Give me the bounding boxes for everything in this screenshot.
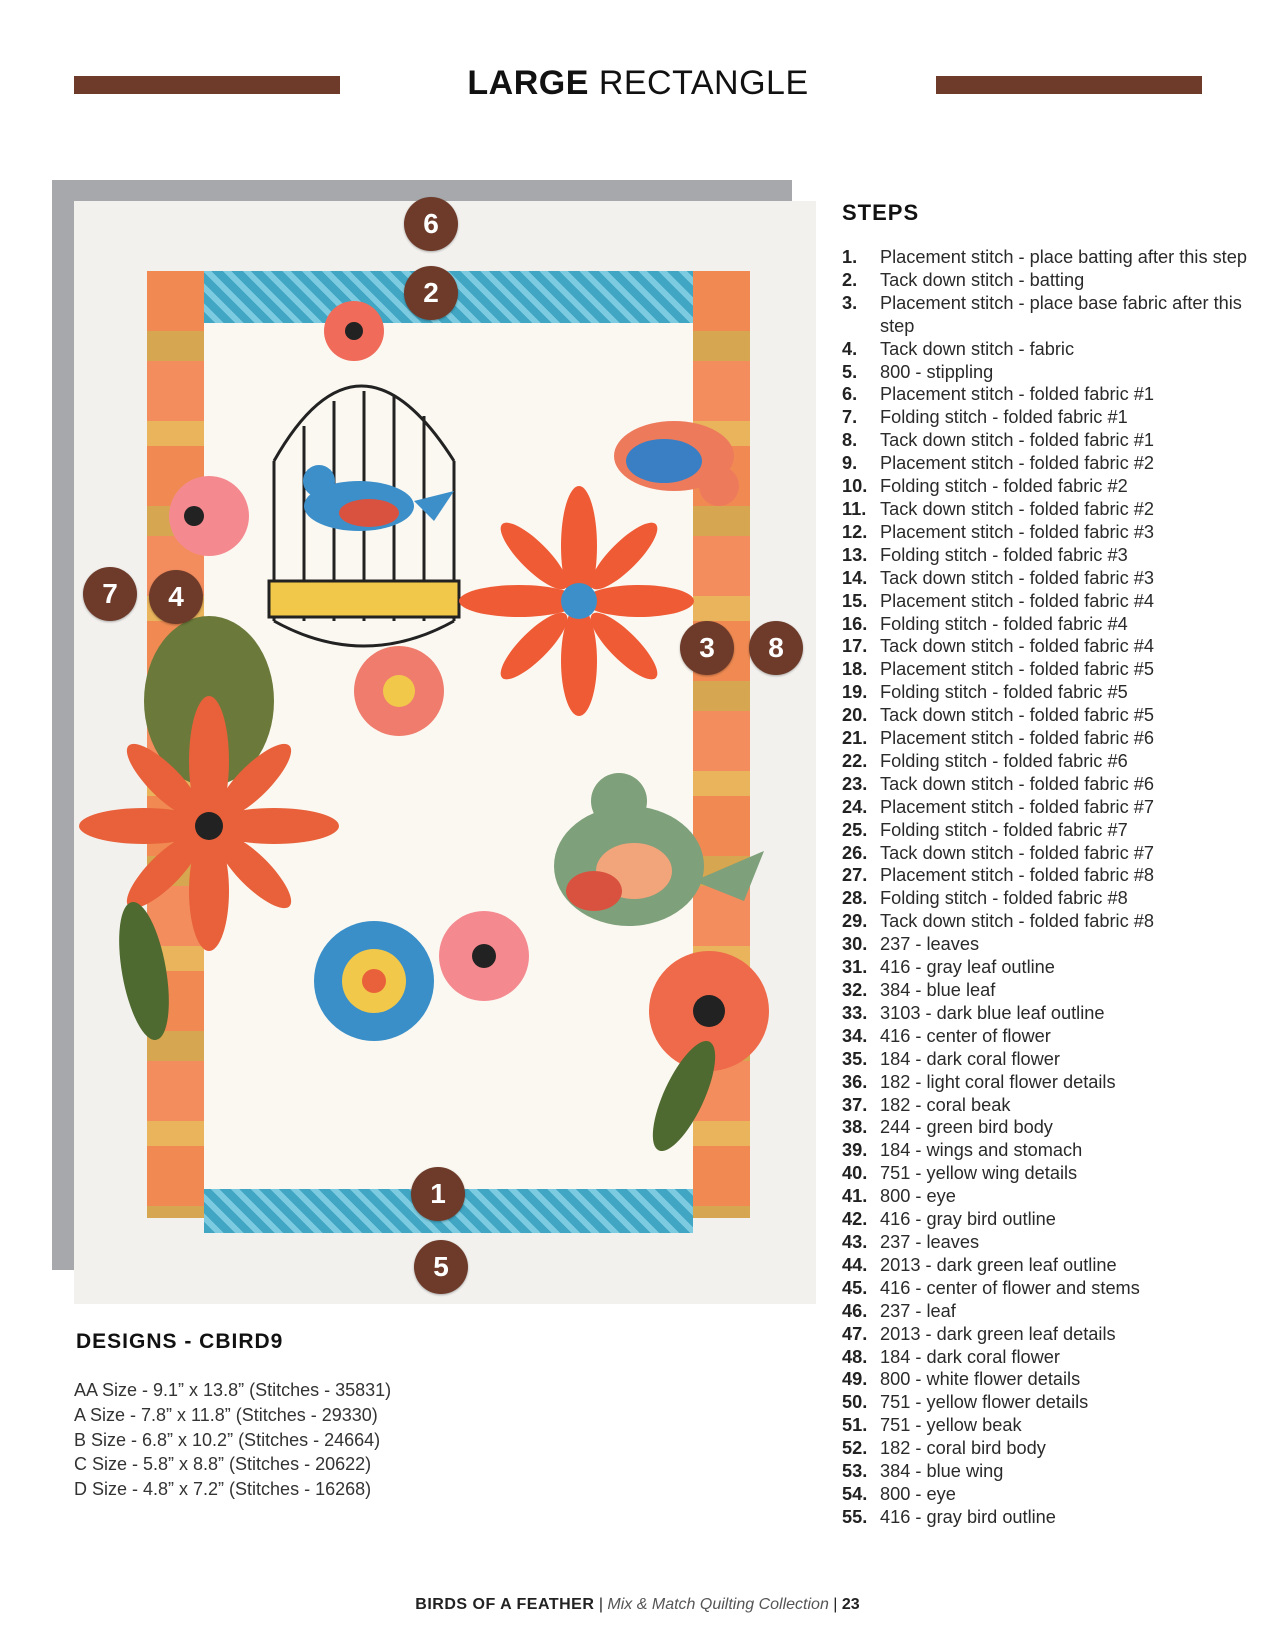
step-item [842, 910, 1262, 933]
step-number: 12. [842, 521, 868, 542]
step-item [842, 933, 1262, 956]
design-size-item: A Size - 7.8” x 11.8” (Stitches - 29330) [74, 1404, 378, 1425]
step-number: 14. [842, 567, 868, 588]
step-text: 237 - leaf [880, 1300, 956, 1321]
embroidery-artwork [74, 201, 816, 1304]
footer-separator: | [828, 1596, 842, 1613]
step-item [842, 406, 1262, 429]
step-item [842, 269, 1262, 292]
step-number: 28. [842, 888, 868, 909]
step-text: Placement stitch - place base fabric after this step [880, 292, 1242, 336]
title-rule-right [936, 76, 1202, 94]
step-text: Placement stitch - folded fabric #5 [880, 659, 1154, 680]
step-number: 48. [842, 1346, 868, 1367]
step-item [842, 1437, 1262, 1460]
steps-list [842, 246, 1262, 1529]
step-number: 43. [842, 1231, 868, 1252]
step-number: 24. [842, 796, 868, 817]
step-item [842, 681, 1262, 704]
step-item [842, 1254, 1262, 1277]
step-text: Placement stitch - folded fabric #6 [880, 728, 1154, 749]
step-text: 3103 - dark blue leaf outline [880, 1002, 1105, 1023]
step-number: 45. [842, 1277, 868, 1298]
design-size-item: AA Size - 9.1” x 13.8” (Stitches - 35831) [74, 1380, 392, 1400]
step-item [842, 1048, 1262, 1071]
step-text: Placement stitch - folded fabric #1 [880, 384, 1154, 405]
step-text: Tack down stitch - folded fabric #1 [880, 430, 1154, 451]
step-text: 184 - wings and stomach [880, 1140, 1083, 1161]
step-text: Folding stitch - folded fabric #7 [880, 819, 1128, 840]
step-text: Folding stitch - folded fabric #1 [880, 407, 1128, 428]
step-text: 237 - leaves [880, 934, 980, 955]
step-item [842, 956, 1262, 979]
step-item [842, 819, 1262, 842]
step-item [842, 613, 1262, 636]
step-text: 2013 - dark green leaf details [880, 1323, 1116, 1344]
step-number: 55. [842, 1506, 868, 1527]
step-text: Placement stitch - place batting after this step [880, 247, 1247, 267]
footer-collection: Mix & Match Quilting Collection [607, 1596, 829, 1613]
footer-brand: BIRDS OF A FEATHER [415, 1596, 595, 1613]
step-item [842, 1185, 1262, 1208]
step-text: 416 - gray bird outline [880, 1506, 1056, 1527]
step-number: 46. [842, 1300, 868, 1321]
step-item [842, 1002, 1262, 1025]
step-number: 51. [842, 1415, 868, 1436]
step-text: 182 - coral beak [880, 1094, 1011, 1115]
callout-badge: 2 [404, 266, 458, 320]
step-item [842, 773, 1262, 796]
step-text: 384 - blue wing [880, 1461, 1004, 1482]
design-size-item: B Size - 6.8” x 10.2” (Stitches - 24664) [74, 1429, 381, 1450]
callout-badge: 1 [411, 1167, 465, 1221]
step-number: 27. [842, 865, 868, 886]
step-text: 800 - eye [880, 1483, 956, 1504]
step-text: 751 - yellow wing details [880, 1163, 1078, 1184]
step-text: Folding stitch - folded fabric #8 [880, 888, 1128, 909]
step-item [842, 1346, 1262, 1369]
step-text: Tack down stitch - batting [880, 269, 1085, 290]
callout-badge: 6 [404, 197, 458, 251]
step-item [842, 796, 1262, 819]
step-text: Tack down stitch - folded fabric #6 [880, 773, 1154, 794]
step-number: 8. [842, 430, 858, 451]
step-item [842, 887, 1262, 910]
green-bird-icon [554, 773, 764, 926]
step-text: 416 - gray leaf outline [880, 957, 1055, 978]
step-item [842, 1368, 1262, 1391]
step-item [842, 475, 1262, 498]
step-number: 20. [842, 705, 868, 726]
step-item [842, 590, 1262, 613]
step-item [842, 1208, 1262, 1231]
step-text: Folding stitch - folded fabric #5 [880, 682, 1128, 703]
step-text: 416 - gray bird outline [880, 1209, 1056, 1230]
step-text: 416 - center of flower [880, 1025, 1051, 1046]
step-number: 49. [842, 1369, 868, 1390]
step-number: 40. [842, 1163, 868, 1184]
step-number: 5. [842, 361, 858, 382]
step-text: Folding stitch - folded fabric #3 [880, 544, 1128, 565]
step-number: 19. [842, 682, 868, 703]
leaf-stem-icon [110, 898, 178, 1044]
orange-flower-icon [79, 696, 339, 951]
step-number: 53. [842, 1461, 868, 1482]
callout-badge: 5 [414, 1240, 468, 1294]
step-item [842, 750, 1262, 773]
footer-separator: | [594, 1596, 608, 1613]
step-text: Placement stitch - folded fabric #4 [880, 590, 1154, 611]
steps-heading: STEPS [842, 200, 920, 225]
step-text: Tack down stitch - folded fabric #3 [880, 567, 1154, 588]
step-number: 35. [842, 1048, 868, 1069]
step-text: 416 - center of flower and stems [880, 1277, 1140, 1298]
step-number: 23. [842, 773, 868, 794]
step-number: 41. [842, 1186, 868, 1207]
coral-bird-icon [614, 421, 739, 506]
step-number: 16. [842, 613, 868, 634]
quilt-photo [74, 201, 816, 1304]
step-text: Folding stitch - folded fabric #6 [880, 750, 1128, 771]
page-footer [0, 1596, 1275, 1614]
step-item [842, 864, 1262, 887]
step-text: 800 - stippling [880, 361, 994, 382]
step-item [842, 727, 1262, 750]
page-title-rest: RECTANGLE [598, 64, 809, 102]
step-item [842, 1483, 1262, 1506]
step-number: 18. [842, 659, 868, 680]
step-item [842, 429, 1262, 452]
step-item [842, 1391, 1262, 1414]
step-item [842, 658, 1262, 681]
step-number: 1. [842, 247, 858, 267]
step-number: 17. [842, 636, 868, 657]
step-item [842, 1414, 1262, 1437]
step-number: 7. [842, 407, 858, 428]
step-item [842, 1300, 1262, 1323]
step-number: 11. [842, 498, 867, 519]
step-number: 15. [842, 590, 868, 611]
design-size-item: D Size - 4.8” x 7.2” (Stitches - 16268) [74, 1479, 372, 1500]
step-number: 52. [842, 1438, 868, 1459]
step-item [842, 1139, 1262, 1162]
step-number: 39. [842, 1140, 868, 1161]
step-item [842, 1071, 1262, 1094]
step-text: Placement stitch - folded fabric #2 [880, 453, 1154, 474]
step-text: 184 - dark coral flower [880, 1346, 1060, 1367]
step-number: 13. [842, 544, 868, 565]
callout-badge: 3 [680, 621, 734, 675]
step-number: 21. [842, 728, 868, 749]
step-item [842, 1323, 1262, 1346]
step-text: 244 - green bird body [880, 1117, 1053, 1138]
step-text: Tack down stitch - fabric [880, 338, 1075, 359]
flower-icon [169, 476, 249, 556]
title-rule-left [74, 76, 340, 94]
step-text: Tack down stitch - folded fabric #7 [880, 842, 1154, 863]
step-number: 37. [842, 1094, 868, 1115]
step-text: Folding stitch - folded fabric #4 [880, 613, 1128, 634]
step-item [842, 1277, 1262, 1300]
step-text: 751 - yellow beak [880, 1415, 1022, 1436]
step-number: 10. [842, 476, 868, 497]
page-title-bold: LARGE [467, 64, 589, 102]
step-text: 182 - coral bird body [880, 1438, 1046, 1459]
step-item [842, 292, 1262, 338]
callout-badge: 7 [83, 567, 137, 621]
step-number: 38. [842, 1117, 868, 1138]
step-text: Folding stitch - folded fabric #2 [880, 476, 1128, 497]
step-number: 44. [842, 1254, 868, 1275]
step-text: Tack down stitch - folded fabric #5 [880, 705, 1154, 726]
callout-badge: 4 [149, 570, 203, 624]
step-text: 2013 - dark green leaf outline [880, 1254, 1117, 1275]
step-item [842, 1025, 1262, 1048]
designs-heading: DESIGNS - CBIRD9 [76, 1330, 284, 1353]
step-number: 22. [842, 750, 868, 771]
step-item [842, 1094, 1262, 1117]
step-item [842, 246, 1262, 269]
step-number: 42. [842, 1209, 868, 1230]
step-number: 31. [842, 957, 868, 978]
step-number: 2. [842, 269, 858, 290]
step-number: 32. [842, 980, 868, 1000]
step-item [842, 452, 1262, 475]
step-number: 25. [842, 819, 868, 840]
step-text: 751 - yellow flower details [880, 1392, 1089, 1413]
step-text: 237 - leaves [880, 1231, 980, 1252]
step-text: Placement stitch - folded fabric #3 [880, 521, 1154, 542]
step-item [842, 979, 1262, 1002]
step-text: Tack down stitch - folded fabric #4 [880, 636, 1154, 657]
step-number: 36. [842, 1071, 868, 1092]
step-text: Placement stitch - folded fabric #7 [880, 796, 1154, 817]
step-text: Tack down stitch - folded fabric #8 [880, 911, 1154, 932]
step-number: 54. [842, 1483, 868, 1504]
step-item [842, 1506, 1262, 1529]
design-size-item: C Size - 5.8” x 8.8” (Stitches - 20622) [74, 1454, 372, 1475]
step-number: 26. [842, 842, 868, 863]
step-number: 9. [842, 453, 858, 474]
step-text: 800 - white flower details [880, 1369, 1081, 1390]
step-number: 50. [842, 1392, 868, 1413]
step-item [842, 1162, 1262, 1185]
step-number: 47. [842, 1323, 868, 1344]
step-item [842, 383, 1262, 406]
step-item [842, 1116, 1262, 1139]
step-number: 29. [842, 911, 868, 932]
step-item [842, 842, 1262, 865]
design-sizes-list [74, 1378, 391, 1502]
step-item [842, 544, 1262, 567]
step-number: 34. [842, 1025, 868, 1046]
step-item [842, 1231, 1262, 1254]
step-number: 33. [842, 1002, 868, 1023]
step-text: 800 - eye [880, 1186, 956, 1207]
step-text: 184 - dark coral flower [880, 1048, 1060, 1069]
step-text: Tack down stitch - folded fabric #2 [880, 498, 1154, 519]
step-number: 4. [842, 338, 858, 359]
step-item [842, 704, 1262, 727]
step-item [842, 361, 1262, 384]
step-text: 384 - blue leaf [880, 980, 996, 1000]
step-text: 182 - light coral flower details [880, 1071, 1116, 1092]
step-text: Placement stitch - folded fabric #8 [880, 865, 1154, 886]
callout-badge: 8 [749, 621, 803, 675]
step-number: 3. [842, 292, 858, 313]
step-item [842, 567, 1262, 590]
step-number: 30. [842, 934, 868, 955]
step-item [842, 498, 1262, 521]
step-item [842, 338, 1262, 361]
page-title [340, 64, 936, 103]
step-item [842, 521, 1262, 544]
page-number: 23 [841, 1596, 860, 1613]
orange-daisy-icon [459, 486, 694, 716]
step-item [842, 1460, 1262, 1483]
step-item [842, 635, 1262, 658]
caged-bird-icon [303, 465, 454, 531]
step-number: 6. [842, 384, 858, 405]
